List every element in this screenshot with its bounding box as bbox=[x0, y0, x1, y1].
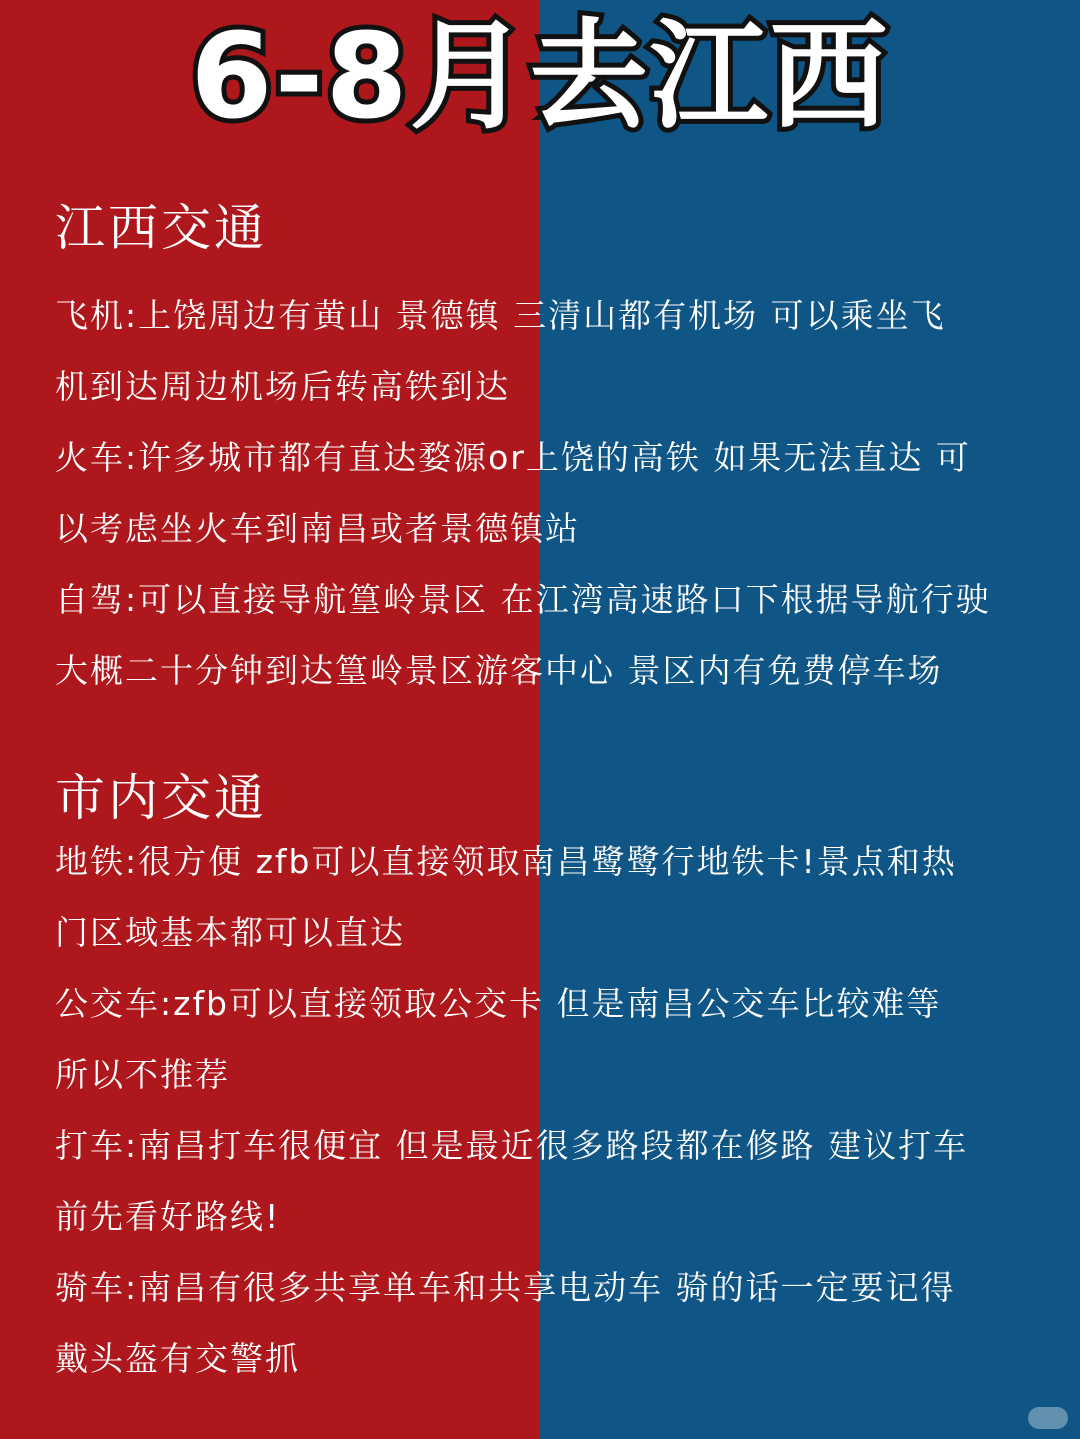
paragraph-train bbox=[55, 422, 1055, 564]
paragraph-line: 火车:许多城市都有直达婺源or上饶的高铁 如果无法直达 可 bbox=[55, 438, 971, 477]
paragraph-line: 戴头盔有交警抓 bbox=[55, 1339, 300, 1378]
paragraph-line: 以考虑坐火车到南昌或者景德镇站 bbox=[55, 509, 580, 548]
paragraph-metro bbox=[55, 826, 1055, 968]
paragraph-taxi bbox=[55, 1110, 1055, 1252]
watermark-logo bbox=[1028, 1407, 1068, 1429]
paragraph-line: 飞机:上饶周边有黄山 景德镇 三清山都有机场 可以乘坐飞 bbox=[55, 296, 946, 335]
paragraph-line: 机到达周边机场后转高铁到达 bbox=[55, 367, 510, 406]
section-heading-jiangxi-transport: 江西交通 bbox=[55, 199, 267, 257]
paragraph-line: 自驾:可以直接导航篁岭景区 在江湾高速路口下根据导航行驶 bbox=[55, 580, 991, 619]
paragraph-line: 大概二十分钟到达篁岭景区游客中心 景区内有免费停车场 bbox=[55, 651, 943, 690]
paragraph-cycling bbox=[55, 1252, 1055, 1394]
paragraph-line: 门区域基本都可以直达 bbox=[55, 913, 405, 952]
page-title: 6-8月去江西 bbox=[190, 7, 890, 145]
section-heading-city-transport: 市内交通 bbox=[55, 769, 267, 827]
paragraph-line: 骑车:南昌有很多共享单车和共享电动车 骑的话一定要记得 bbox=[55, 1268, 956, 1307]
paragraph-line: 前先看好路线! bbox=[55, 1197, 281, 1236]
paragraph-line: 地铁:很方便 zfb可以直接领取南昌鹭鹭行地铁卡!景点和热 bbox=[55, 842, 957, 881]
paragraph-line: 所以不推荐 bbox=[55, 1055, 230, 1094]
paragraph-line: 打车:南昌打车很便宜 但是最近很多路段都在修路 建议打车 bbox=[55, 1126, 969, 1165]
paragraph-flight bbox=[55, 280, 1055, 422]
paragraph-self-drive bbox=[55, 564, 1055, 706]
paragraph-bus bbox=[55, 968, 1055, 1110]
paragraph-line: 公交车:zfb可以直接领取公交卡 但是南昌公交车比较难等 bbox=[55, 984, 942, 1023]
